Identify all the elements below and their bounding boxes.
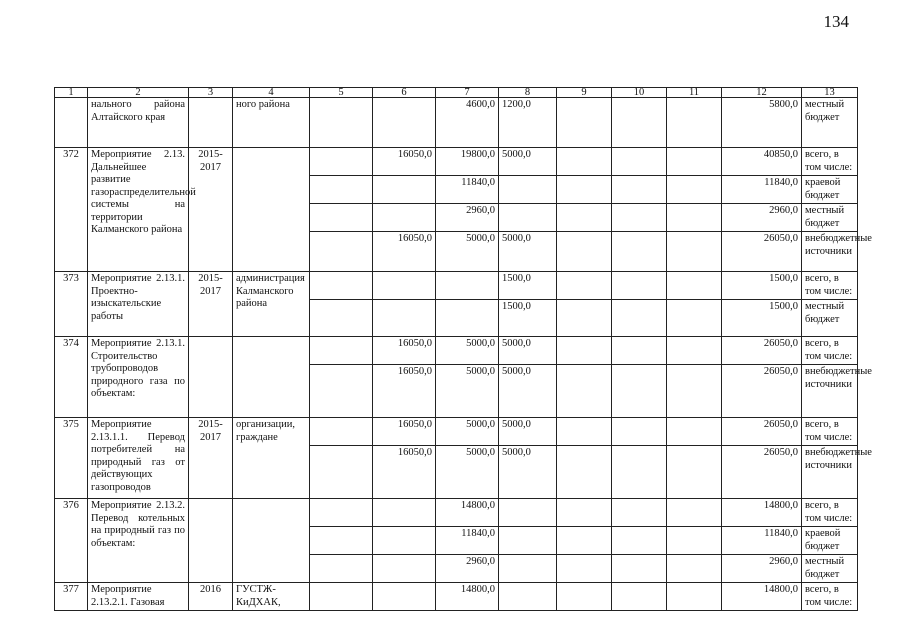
cell-col10 bbox=[612, 365, 667, 418]
row-number: 374 bbox=[55, 337, 88, 418]
cell-col10 bbox=[612, 446, 667, 499]
cell-col7: 5000,0 bbox=[436, 446, 499, 499]
period: 2016 bbox=[189, 583, 233, 611]
cell-col9 bbox=[557, 499, 612, 527]
cell-col9 bbox=[557, 176, 612, 204]
cell-total: 1500,0 bbox=[722, 300, 802, 337]
row-number: 372 bbox=[55, 148, 88, 272]
cell-col5 bbox=[310, 337, 373, 365]
cell-col11 bbox=[667, 527, 722, 555]
cell-col10 bbox=[612, 204, 667, 232]
cell-col5 bbox=[310, 204, 373, 232]
period: 2015-2017 bbox=[189, 148, 233, 272]
funding-source: местный бюджет bbox=[802, 204, 858, 232]
cell-col8: 5000,0 bbox=[499, 148, 557, 176]
executor: ного района bbox=[233, 98, 310, 148]
table-row bbox=[55, 337, 858, 365]
header-cell: 1 bbox=[55, 88, 88, 98]
cell-col10 bbox=[612, 555, 667, 583]
header-cell: 8 bbox=[499, 88, 557, 98]
period bbox=[189, 98, 233, 148]
cell-col6 bbox=[373, 527, 436, 555]
cell-col10 bbox=[612, 583, 667, 611]
cell-col10 bbox=[612, 499, 667, 527]
cell-col6 bbox=[373, 272, 436, 300]
period bbox=[189, 337, 233, 418]
cell-total: 14800,0 bbox=[722, 499, 802, 527]
cell-col10 bbox=[612, 272, 667, 300]
row-number: 377 bbox=[55, 583, 88, 611]
period: 2015-2017 bbox=[189, 272, 233, 337]
header-cell: 7 bbox=[436, 88, 499, 98]
cell-col7: 2960,0 bbox=[436, 555, 499, 583]
cell-col6 bbox=[373, 499, 436, 527]
cell-col6: 16050,0 bbox=[373, 446, 436, 499]
header-cell: 11 bbox=[667, 88, 722, 98]
period: 2015-2017 bbox=[189, 418, 233, 499]
row-number: 376 bbox=[55, 499, 88, 583]
executor: организации, граждане bbox=[233, 418, 310, 499]
cell-col8 bbox=[499, 583, 557, 611]
executor bbox=[233, 499, 310, 583]
header-cell: 3 bbox=[189, 88, 233, 98]
cell-col8: 5000,0 bbox=[499, 365, 557, 418]
measure-name: Мероприятие 2.13.2. Перевод котельных на природный газ по объектам: bbox=[88, 499, 189, 583]
cell-col9 bbox=[557, 232, 612, 272]
cell-col9 bbox=[557, 583, 612, 611]
table-row bbox=[55, 98, 858, 148]
funding-source: всего, в том числе: bbox=[802, 418, 858, 446]
cell-col8: 1500,0 bbox=[499, 300, 557, 337]
funding-source: местный бюджет bbox=[802, 300, 858, 337]
row-number: 375 bbox=[55, 418, 88, 499]
cell-col8 bbox=[499, 499, 557, 527]
funding-source: всего, в том числе: bbox=[802, 148, 858, 176]
cell-total: 40850,0 bbox=[722, 148, 802, 176]
table-row bbox=[55, 499, 858, 527]
cell-col5 bbox=[310, 418, 373, 446]
cell-col5 bbox=[310, 272, 373, 300]
cell-col5 bbox=[310, 98, 373, 148]
cell-col11 bbox=[667, 418, 722, 446]
cell-col7: 5000,0 bbox=[436, 418, 499, 446]
cell-col9 bbox=[557, 98, 612, 148]
table-row bbox=[55, 418, 858, 446]
cell-col11 bbox=[667, 232, 722, 272]
funding-source: всего, в том числе: bbox=[802, 337, 858, 365]
funding-source: всего, в том числе: bbox=[802, 583, 858, 611]
cell-total: 5800,0 bbox=[722, 98, 802, 148]
cell-total: 26050,0 bbox=[722, 232, 802, 272]
cell-col7: 4600,0 bbox=[436, 98, 499, 148]
cell-total: 2960,0 bbox=[722, 555, 802, 583]
cell-col6: 16050,0 bbox=[373, 232, 436, 272]
row-number: 373 bbox=[55, 272, 88, 337]
funding-source: внебюджетные источники bbox=[802, 232, 858, 272]
table-row bbox=[55, 272, 858, 300]
cell-col6: 16050,0 bbox=[373, 418, 436, 446]
row-number bbox=[55, 98, 88, 148]
header-cell: 12 bbox=[722, 88, 802, 98]
cell-col7 bbox=[436, 272, 499, 300]
cell-col8 bbox=[499, 555, 557, 583]
cell-col7 bbox=[436, 300, 499, 337]
cell-col8: 5000,0 bbox=[499, 446, 557, 499]
measure-name: Мероприятие 2.13.1. Строительство трубопроводов природного газа по объектам: bbox=[88, 337, 189, 418]
cell-col8: 1500,0 bbox=[499, 272, 557, 300]
executor: администрация Калманского района bbox=[233, 272, 310, 337]
cell-col5 bbox=[310, 232, 373, 272]
cell-col11 bbox=[667, 272, 722, 300]
cell-col9 bbox=[557, 527, 612, 555]
funding-source: местный бюджет bbox=[802, 555, 858, 583]
header-cell: 6 bbox=[373, 88, 436, 98]
cell-col5 bbox=[310, 446, 373, 499]
header-cell: 9 bbox=[557, 88, 612, 98]
funding-source: местный бюджет bbox=[802, 98, 858, 148]
cell-col5 bbox=[310, 176, 373, 204]
cell-col11 bbox=[667, 300, 722, 337]
cell-col9 bbox=[557, 337, 612, 365]
funding-source: внебюджетные источники bbox=[802, 446, 858, 499]
cell-col9 bbox=[557, 418, 612, 446]
measure-name: нального района Алтайского края bbox=[88, 98, 189, 148]
cell-total: 2960,0 bbox=[722, 204, 802, 232]
cell-total: 11840,0 bbox=[722, 176, 802, 204]
funding-source: краевой бюджет bbox=[802, 176, 858, 204]
cell-col11 bbox=[667, 148, 722, 176]
cell-col7: 11840,0 bbox=[436, 527, 499, 555]
cell-col6 bbox=[373, 204, 436, 232]
cell-col5 bbox=[310, 365, 373, 418]
cell-col11 bbox=[667, 583, 722, 611]
cell-col6 bbox=[373, 555, 436, 583]
cell-col10 bbox=[612, 527, 667, 555]
cell-col9 bbox=[557, 555, 612, 583]
executor: ГУСТЖ-КиДХАК, bbox=[233, 583, 310, 611]
measure-name: Мероприятие 2.13.1. Проектно-изыскательские работы bbox=[88, 272, 189, 337]
cell-col10 bbox=[612, 176, 667, 204]
cell-col8: 1200,0 bbox=[499, 98, 557, 148]
cell-col6: 16050,0 bbox=[373, 337, 436, 365]
measure-name: Мероприятие 2.13.2.1. Газовая bbox=[88, 583, 189, 611]
header-cell: 5 bbox=[310, 88, 373, 98]
cell-col11 bbox=[667, 365, 722, 418]
cell-col5 bbox=[310, 300, 373, 337]
executor bbox=[233, 337, 310, 418]
cell-col7: 2960,0 bbox=[436, 204, 499, 232]
cell-col7: 14800,0 bbox=[436, 499, 499, 527]
funding-source: внебюджетные источники bbox=[802, 365, 858, 418]
cell-col11 bbox=[667, 499, 722, 527]
cell-total: 1500,0 bbox=[722, 272, 802, 300]
cell-col8: 5000,0 bbox=[499, 337, 557, 365]
cell-col5 bbox=[310, 527, 373, 555]
cell-col9 bbox=[557, 272, 612, 300]
header-cell: 13 bbox=[802, 88, 858, 98]
cell-col6 bbox=[373, 300, 436, 337]
cell-col10 bbox=[612, 232, 667, 272]
page-number: 134 bbox=[823, 12, 849, 31]
cell-col8 bbox=[499, 176, 557, 204]
header-cell: 10 bbox=[612, 88, 667, 98]
cell-col11 bbox=[667, 337, 722, 365]
funding-source: всего, в том числе: bbox=[802, 272, 858, 300]
cell-col9 bbox=[557, 446, 612, 499]
measure-name: Мероприятие 2.13.1.1. Перевод потребителей на природный газ от действующих газопроводов bbox=[88, 418, 189, 499]
cell-col11 bbox=[667, 176, 722, 204]
cell-col7: 11840,0 bbox=[436, 176, 499, 204]
cell-col8: 5000,0 bbox=[499, 418, 557, 446]
cell-col11 bbox=[667, 98, 722, 148]
cell-col10 bbox=[612, 98, 667, 148]
cell-col11 bbox=[667, 555, 722, 583]
cell-col11 bbox=[667, 204, 722, 232]
cell-total: 14800,0 bbox=[722, 583, 802, 611]
cell-col10 bbox=[612, 148, 667, 176]
header-cell: 4 bbox=[233, 88, 310, 98]
period bbox=[189, 499, 233, 583]
cell-col6: 16050,0 bbox=[373, 365, 436, 418]
header-cell: 2 bbox=[88, 88, 189, 98]
cell-col7: 19800,0 bbox=[436, 148, 499, 176]
funding-source: краевой бюджет bbox=[802, 527, 858, 555]
cell-col5 bbox=[310, 499, 373, 527]
cell-col9 bbox=[557, 300, 612, 337]
cell-col7: 5000,0 bbox=[436, 232, 499, 272]
cell-total: 26050,0 bbox=[722, 365, 802, 418]
cell-col5 bbox=[310, 555, 373, 583]
executor bbox=[233, 148, 310, 272]
cell-col9 bbox=[557, 204, 612, 232]
table-row bbox=[55, 583, 858, 611]
cell-col11 bbox=[667, 446, 722, 499]
cell-col7: 5000,0 bbox=[436, 365, 499, 418]
cell-col6 bbox=[373, 98, 436, 148]
cell-col10 bbox=[612, 337, 667, 365]
cell-col5 bbox=[310, 148, 373, 176]
budget-table bbox=[54, 87, 872, 611]
table-row bbox=[55, 148, 858, 176]
funding-source: всего, в том числе: bbox=[802, 499, 858, 527]
cell-col5 bbox=[310, 583, 373, 611]
cell-total: 26050,0 bbox=[722, 337, 802, 365]
measure-name: Мероприятие 2.13. Дальнейшее развитие газораспределительной системы на территории Калманского района bbox=[88, 148, 189, 272]
cell-total: 26050,0 bbox=[722, 446, 802, 499]
cell-col8 bbox=[499, 204, 557, 232]
cell-total: 26050,0 bbox=[722, 418, 802, 446]
cell-col10 bbox=[612, 418, 667, 446]
cell-col8: 5000,0 bbox=[499, 232, 557, 272]
cell-col6 bbox=[373, 176, 436, 204]
cell-col7: 5000,0 bbox=[436, 337, 499, 365]
cell-total: 11840,0 bbox=[722, 527, 802, 555]
cell-col8 bbox=[499, 527, 557, 555]
header-row bbox=[55, 88, 858, 98]
cell-col6: 16050,0 bbox=[373, 148, 436, 176]
cell-col10 bbox=[612, 300, 667, 337]
cell-col7: 14800,0 bbox=[436, 583, 499, 611]
cell-col9 bbox=[557, 365, 612, 418]
cell-col6 bbox=[373, 583, 436, 611]
cell-col9 bbox=[557, 148, 612, 176]
